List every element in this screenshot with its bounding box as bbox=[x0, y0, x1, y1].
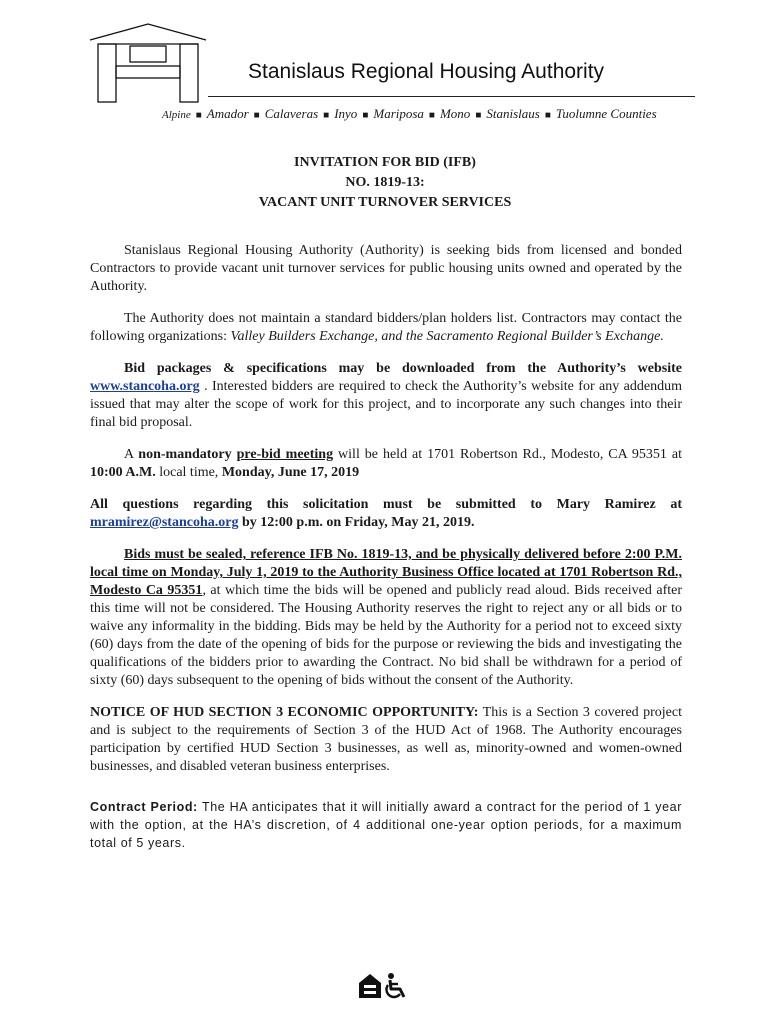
paragraph-questions bbox=[90, 496, 682, 532]
county-stanislaus: Stanislaus bbox=[486, 106, 540, 121]
county-list bbox=[162, 106, 657, 122]
bidders-list-text: The Authority does not maintain a standard bidders/plan holders list. Contractors may contact the following organizations: bbox=[90, 311, 682, 344]
county-amador: Amador bbox=[206, 106, 249, 121]
prebid-meeting-label: pre-bid meeting bbox=[236, 447, 334, 462]
footer-logos bbox=[356, 971, 414, 1001]
contract-period-text: The HA anticipates that it will initially award a contract for the period of 1 year with the option, at the HA’s discretion, of 4 additional one-year option periods, for a maximum total of 5 years. bbox=[90, 800, 682, 850]
prebid-text-a: A bbox=[124, 447, 139, 462]
prebid-location: will be held at 1701 Robertson Rd., Modesto, CA 95351 at bbox=[333, 447, 682, 462]
questions-text: All questions regarding this solicitation must be submitted to Mary Ramirez at bbox=[90, 497, 682, 512]
questions-deadline: by 12:00 p.m. on Friday, May 21, 2019. bbox=[238, 515, 475, 530]
paragraph-contract-period bbox=[90, 798, 682, 852]
county-calaveras: Calaveras bbox=[264, 106, 319, 121]
email-link[interactable]: mramirez@stancoha.org bbox=[90, 515, 239, 530]
separator-icon: ■ bbox=[323, 110, 330, 121]
paragraph-bid-packages bbox=[90, 360, 682, 432]
prebid-date: Monday, June 17, 2019 bbox=[221, 465, 360, 480]
contract-period-label: Contract Period: bbox=[90, 800, 198, 814]
bid-delivery-requirements: Bids must be sealed, reference IFB No. 1819-13, and be physically delivered before 2:00 P.M. local time on Monday, July 1, 2019 to the Authority Business Office located at 1701 Robertson Rd., Modesto Ca 95351 bbox=[90, 547, 682, 598]
website-link[interactable]: www.stancoha.org bbox=[90, 379, 200, 394]
section3-heading: NOTICE OF HUD SECTION 3 ECONOMIC OPPORTUNITY: bbox=[90, 705, 479, 720]
separator-icon: ■ bbox=[544, 110, 551, 121]
county-mariposa: Mariposa bbox=[373, 106, 424, 121]
equal-housing-opportunity-icon bbox=[359, 974, 381, 998]
document-body bbox=[90, 242, 682, 866]
separator-icon: ■ bbox=[362, 110, 369, 121]
separator-icon: ■ bbox=[428, 110, 435, 121]
bid-packages-heading: Bid packages & specifications may be downloaded from the Authority’s website bbox=[124, 361, 682, 376]
county-alpine: Alpine bbox=[162, 109, 191, 121]
paragraph-section3 bbox=[90, 704, 682, 776]
prebid-time: 10:00 A.M. bbox=[90, 465, 156, 480]
prebid-text-b: local time, bbox=[155, 465, 222, 480]
separator-icon: ■ bbox=[195, 110, 202, 121]
paragraph-bidders-list bbox=[90, 310, 682, 346]
paragraph-bid-delivery bbox=[90, 546, 682, 690]
county-tuolumne: Tuolumne Counties bbox=[555, 106, 657, 121]
section3-text: This is a Section 3 covered project and is subject to the requirements of Section 3 of the HUD Act of 1968. The Authority encourages participation by certified HUD Section 3 businesses, as well as, minority-owned and women-owned businesses, and disabled veteran business enterprises. bbox=[90, 705, 683, 774]
county-inyo: Inyo bbox=[334, 106, 358, 121]
title-line-2: NO. 1819-13: bbox=[345, 175, 425, 190]
housing-authority-logo bbox=[88, 22, 208, 104]
bid-delivery-text: , at which time the bids will be opened and publicly read aloud. Bids received after this time will not be considered. The Housing Authority reserves the right to reject any or all bids or to waive any informality in the bidding. Bids may be held by the Authority for a period not to exceed sixty (60) days from the date of the opening of bids for the purpose or reviewing the bids and investigating the qualifications of the bidders prior to awarding the Contract. No bid shall be withdrawn for a period of sixty (60) days subsequent to the opening of bids without the consent of the Authority. bbox=[90, 583, 683, 688]
title-line-1: INVITATION FOR BID (IFB) bbox=[294, 155, 476, 170]
exchange-organizations: Valley Builders Exchange, and the Sacramento Regional Builder’s Exchange. bbox=[230, 329, 664, 344]
bid-packages-text: . Interested bidders are required to check the Authority’s website for any addendum issued that may alter the scope of work for this project, and to incorporate any such changes into their final bid proposal. bbox=[90, 379, 682, 430]
title-line-3: VACANT UNIT TURNOVER SERVICES bbox=[258, 195, 512, 210]
separator-icon: ■ bbox=[475, 110, 482, 121]
non-mandatory-label: non-mandatory bbox=[138, 447, 237, 462]
header-divider bbox=[208, 96, 695, 97]
county-mono: Mono bbox=[439, 106, 471, 121]
paragraph-intro: Stanislaus Regional Housing Authority (Authority) is seeking bids from licensed and bonded Contractors to provide vacant unit turnover services for public housing units owned and operated by the Authority. bbox=[90, 243, 682, 294]
separator-icon: ■ bbox=[253, 110, 260, 121]
document-title bbox=[0, 153, 770, 213]
paragraph-prebid-meeting bbox=[90, 446, 682, 482]
wheelchair-accessible-icon bbox=[386, 973, 404, 997]
organization-name: Stanislaus Regional Housing Authority bbox=[248, 60, 605, 83]
